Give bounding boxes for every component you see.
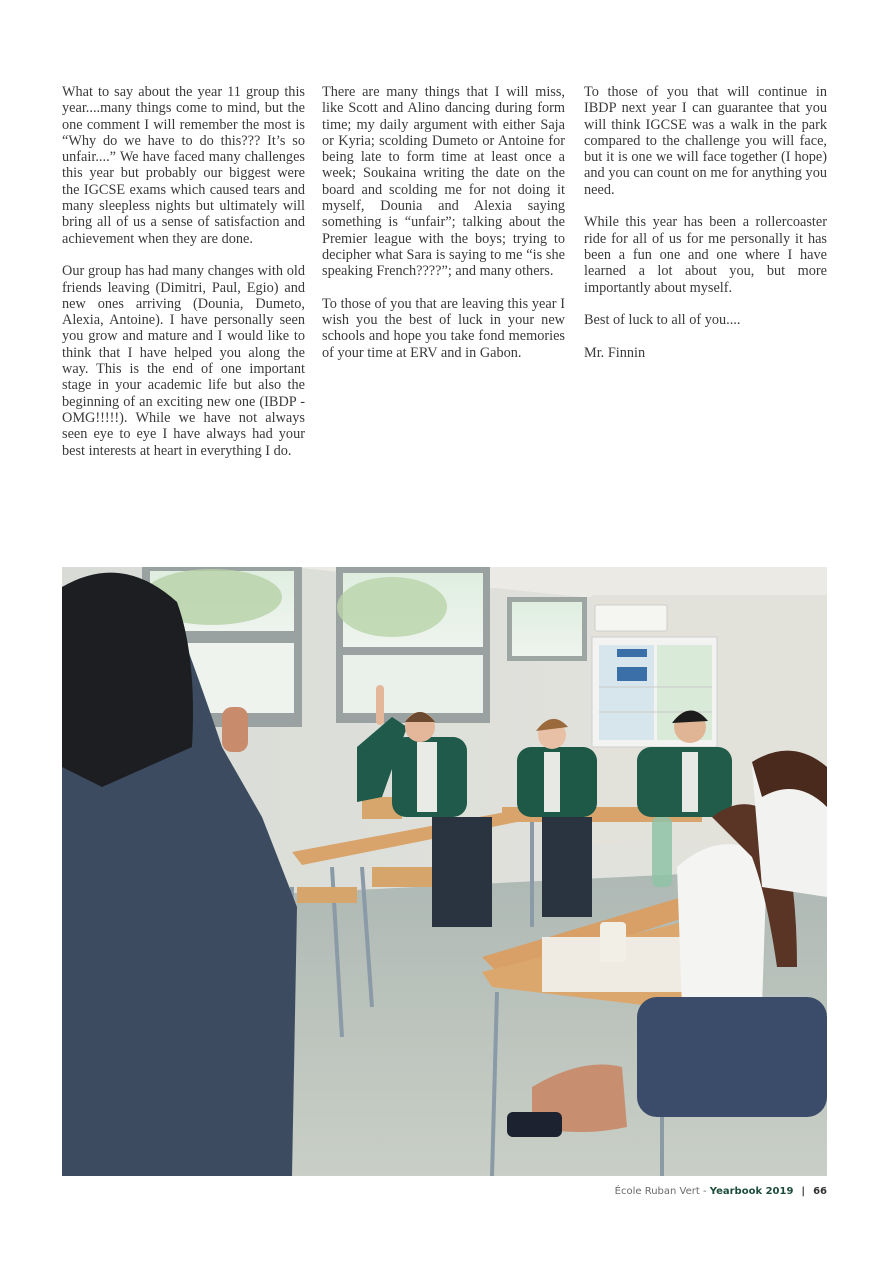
paragraph: To those of you that are leaving this year I wish you the best of luck in your new schools and hope you take fond memories of your time at ERV and in Gabon.: [322, 295, 565, 361]
article-column-3: [584, 84, 827, 377]
paragraph: What to say about the year 11 group this year....many things come to mind, but the one comment I will remember the most is “Why do we have to do this??? It’s so unfair....” We have faced many challenges this year but probably our biggest were the IGCSE exams which caused tears and many sleepless nights but ultimately will bring all of us a sense of satisfaction and achievement when they are done.: [62, 84, 305, 247]
signature: Mr. Finnin: [584, 344, 646, 361]
yearbook-title: Yearbook 2019: [709, 1186, 794, 1197]
classroom-photo: [62, 567, 827, 1176]
paragraph: To those of you that will continue in IBDP next year I can guarantee that you will think IGCSE was a walk in the park compared to the challenge you will face, but it is one we will face together (I hope) and you can count on me for anything you need.: [584, 84, 827, 198]
article-column-1: [62, 84, 305, 475]
article-column-2: [322, 84, 565, 377]
footer-separator: |: [801, 1186, 806, 1197]
page-footer: [615, 1186, 827, 1197]
paragraph: Our group has had many changes with old friends leaving (Dimitri, Paul, Egio) and new ones arriving (Dounia, Dumeto, Alexia, Antoine). I have personally seen you grow and mature and I would like to think that I have helped you along the way. This is the end of one important stage in your academic life but also the beginning of an exciting new one (IBDP - OMG!!!!!). While we have not always seen eye to eye I have always had your best interests at heart in everything I do.: [62, 263, 305, 459]
page-number: 66: [813, 1186, 827, 1197]
closing-line: Best of luck to all of you....: [584, 312, 741, 329]
school-name: École Ruban Vert -: [614, 1186, 710, 1197]
paragraph: While this year has been a rollercoaster ride for all of us for me personally it has been a fun one and one where I have learned a lot about you, but more importantly about myself.: [584, 214, 827, 296]
paragraph: There are many things that I will miss, like Scott and Alino dancing during form time; my daily argument with either Saja or Kyria; scolding Dumeto or Antoine for being late to form time at least once a week; Soukaina writing the date on the board and scolding me for not doing it myself, Dounia and Alexia saying something is “unfair”; talking about the Premier league with the boys; trying to decipher what Sara is saying to me “is she speaking French????”; and many others.: [322, 84, 565, 280]
